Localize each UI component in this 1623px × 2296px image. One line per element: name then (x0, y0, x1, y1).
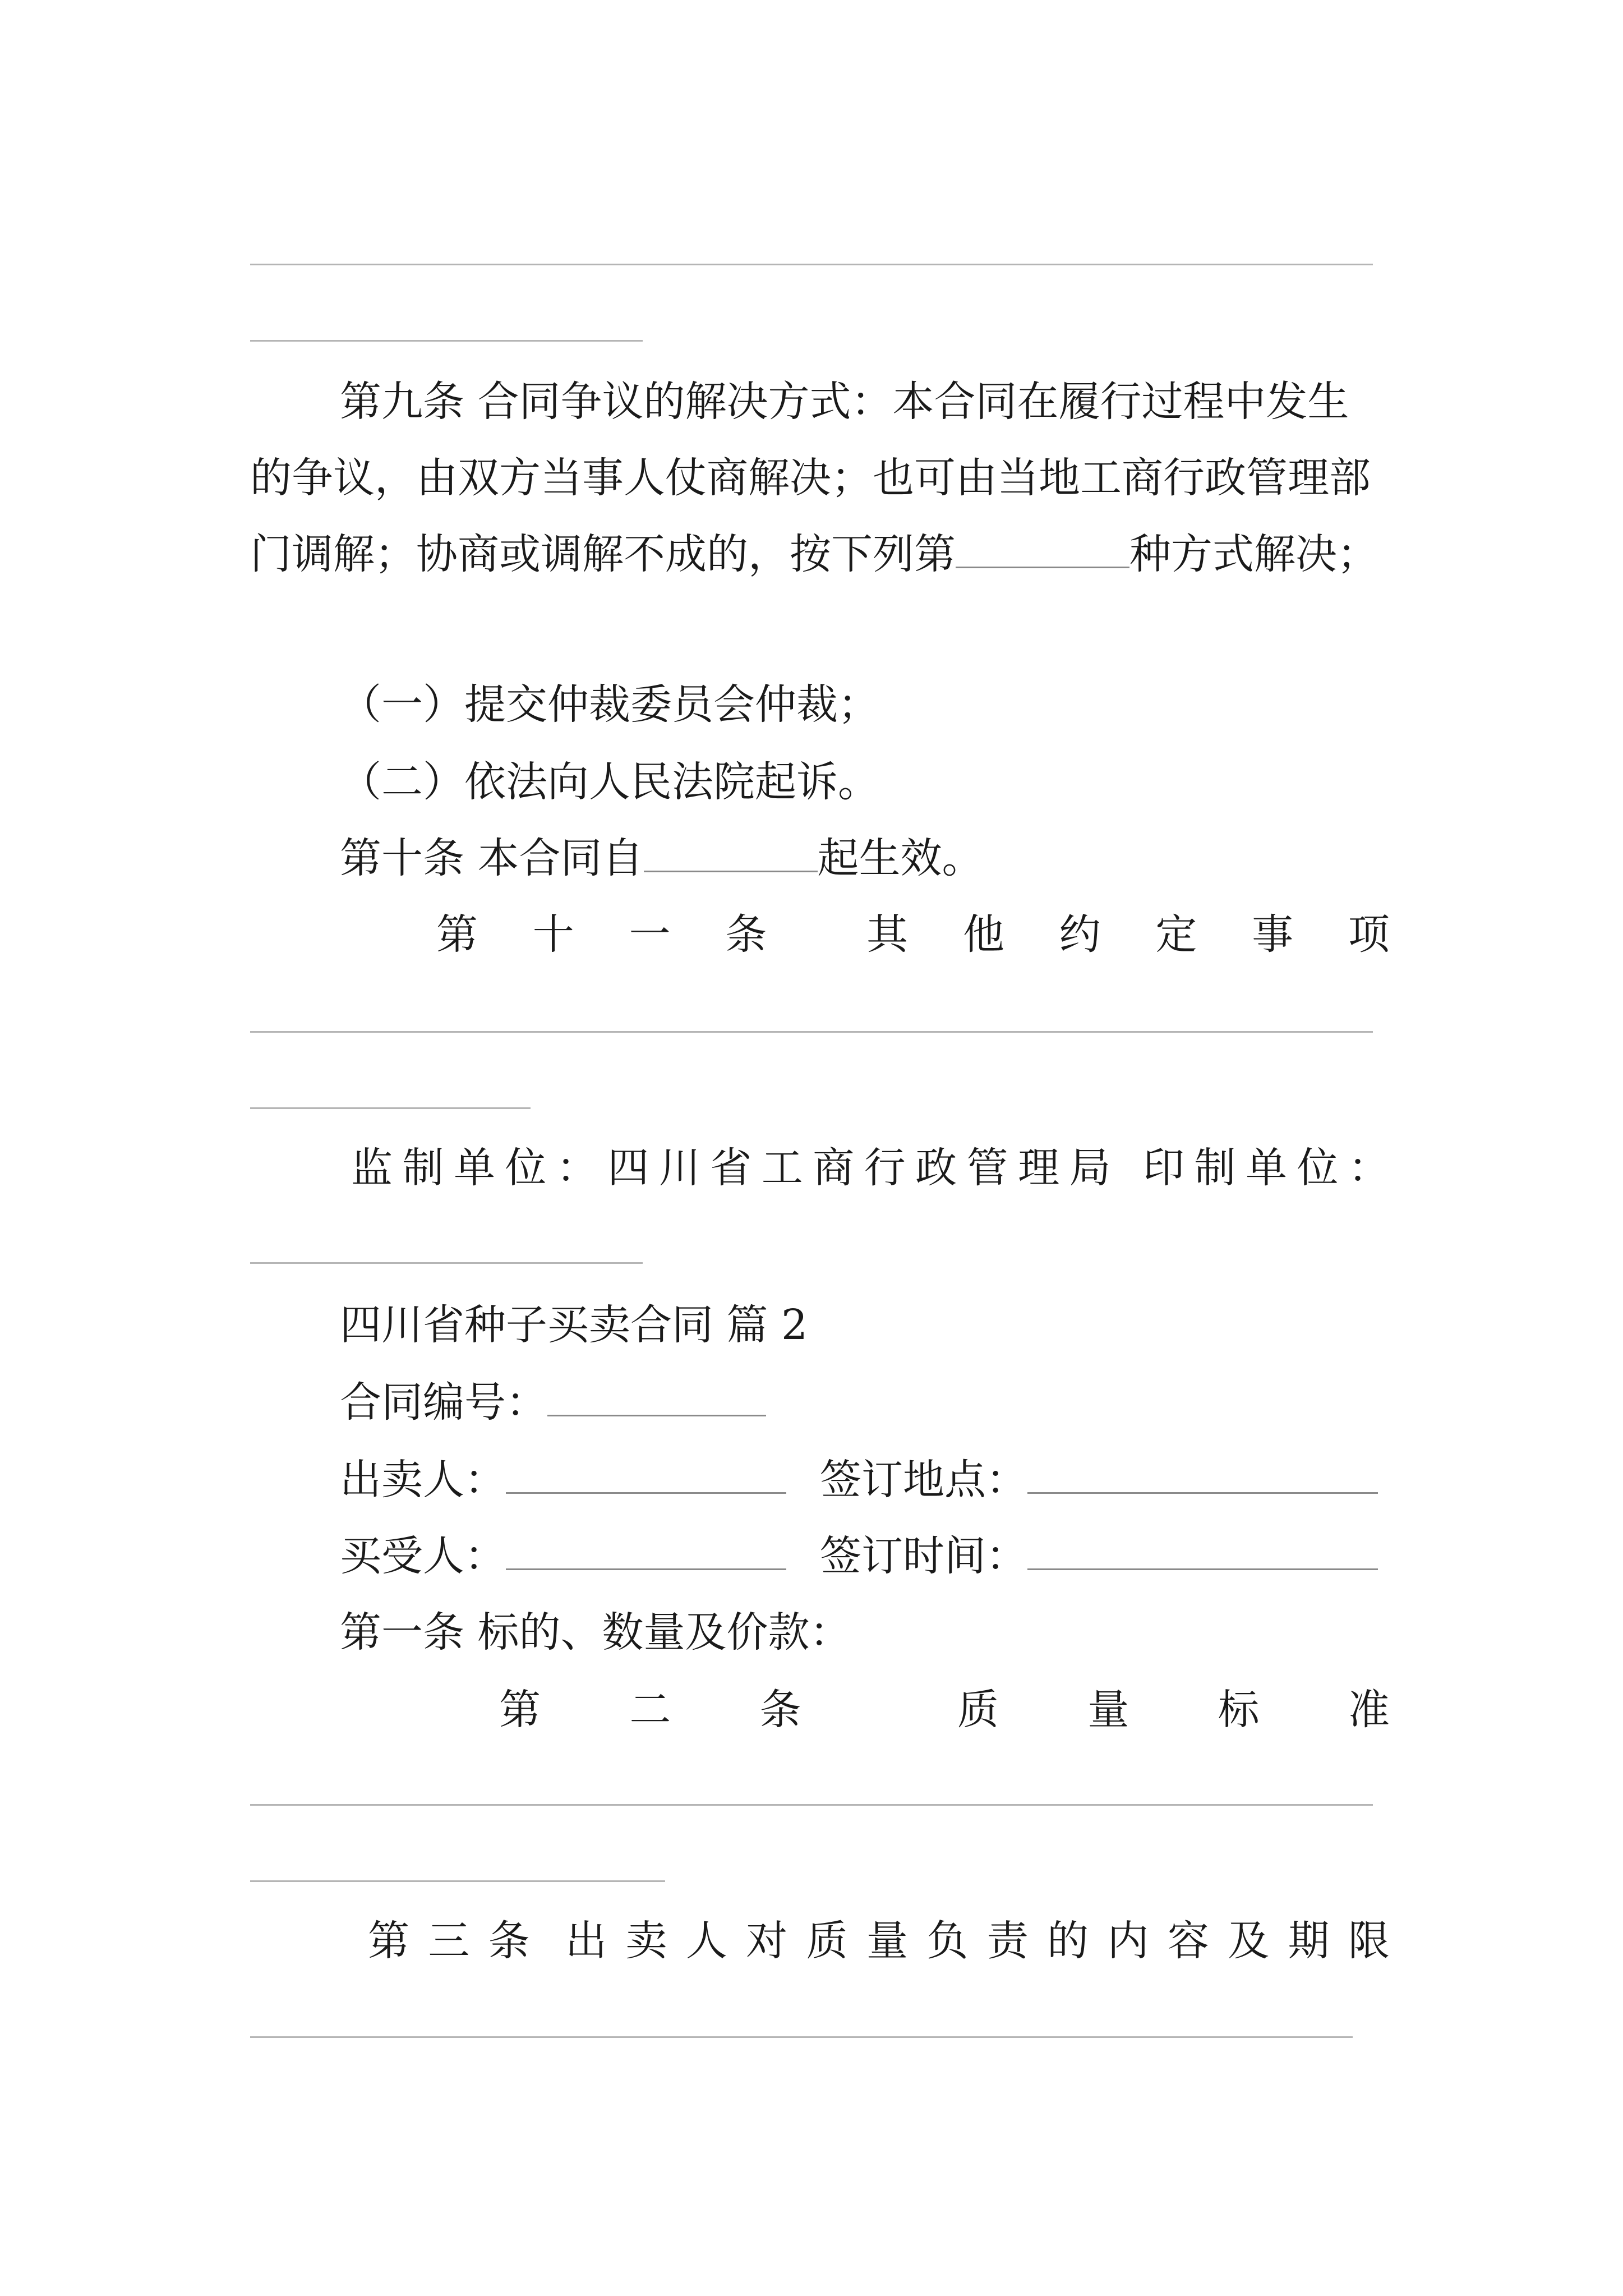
article-2-char: 二 (629, 1686, 671, 1734)
article-2-char: 条 (759, 1686, 801, 1734)
article-11-char: 他 (962, 910, 1004, 959)
article-9-body: 合同争议的解决方式：本合同在履行过程中发生的争议，由双方当事人仗商解决；也可由当地工商行政管理部门调解；协商或调解不成的，按下列第 (250, 378, 1371, 578)
contract-2-article-3 (368, 1913, 1390, 1969)
supervision-char: 工 (761, 1144, 803, 1192)
supervision-char: 理 (1018, 1144, 1060, 1192)
fill-in-rule (250, 1262, 643, 1264)
article-11-char: 定 (1155, 910, 1197, 959)
buyer-row (340, 1528, 786, 1584)
supervision-char: 政 (915, 1144, 957, 1192)
supervision-char: 局 (1069, 1144, 1111, 1192)
article-10-text: 第十条 本合同自 (340, 834, 644, 882)
article-2-char: 标 (1218, 1686, 1260, 1734)
article-3-char: 期 (1288, 1917, 1330, 1965)
option-arbitration: （一）提交仲裁委员会仲裁； (340, 680, 879, 729)
fill-in-rule (250, 1031, 1373, 1033)
contract-2-article-2 (499, 1682, 1390, 1738)
article-11-char: 其 (866, 910, 909, 959)
supervision-line (351, 1140, 1390, 1196)
article-2-char: 量 (1087, 1686, 1129, 1734)
supervision-char: 四 (607, 1144, 649, 1192)
article-3-char: 三 (428, 1917, 470, 1965)
seller-field[interactable] (506, 1453, 786, 1494)
article-9-title: 第九条 (340, 378, 464, 426)
supervision-char: 省 (710, 1144, 752, 1192)
article-3-char: 卖 (625, 1917, 667, 1965)
article-3-char: 内 (1107, 1917, 1149, 1965)
supervision-char: 印 (1143, 1144, 1185, 1192)
article-11-char: 约 (1059, 910, 1101, 959)
supervision-char: 位 (505, 1144, 547, 1192)
contract-number-label: 合同编号： (340, 1378, 547, 1427)
article-3-char: 量 (866, 1917, 908, 1965)
fill-in-rule (250, 2036, 1353, 2038)
article-3-char: 容 (1167, 1917, 1209, 1965)
article-11-char: 事 (1252, 910, 1294, 959)
contract-number-row (340, 1374, 766, 1430)
article-2-char: 质 (957, 1686, 999, 1734)
option-court: （二）依法向人民法院起诉。 (340, 758, 879, 806)
supervision-char: ： (556, 1144, 598, 1192)
sign-time-row (820, 1528, 1378, 1584)
article-9-paragraph (250, 364, 1390, 592)
supervision-char: ： (1348, 1144, 1390, 1192)
fill-in-rule (250, 1804, 1373, 1806)
article-11-char: 项 (1348, 910, 1390, 959)
contract-2-title: 四川省种子买卖合同 篇 2 (340, 1301, 808, 1349)
article-3-char: 人 (685, 1917, 727, 1965)
sign-time-field[interactable] (1027, 1529, 1378, 1570)
fill-in-rule (250, 340, 643, 342)
article-11-heading (436, 907, 1390, 963)
article-11-char: 第 (436, 910, 478, 959)
article-3-char: 负 (926, 1917, 969, 1965)
supervision-char: 行 (864, 1144, 906, 1192)
fill-in-rule (250, 1880, 665, 1882)
supervision-char: 单 (453, 1144, 495, 1192)
article-3-char: 限 (1348, 1917, 1390, 1965)
article-2-char: 第 (499, 1686, 541, 1734)
article-10-tail: 起生效。 (817, 834, 984, 882)
article-9-tail: 种方式解决； (1129, 530, 1378, 578)
supervision-char: 制 (1194, 1144, 1236, 1192)
article-10 (340, 830, 984, 886)
contract-number-field[interactable] (547, 1375, 766, 1416)
supervision-char: 监 (351, 1144, 393, 1192)
article-3-char: 条 (488, 1917, 530, 1965)
supervision-char: 川 (658, 1144, 700, 1192)
fill-in-rule (250, 1107, 531, 1109)
fill-in-rule (250, 264, 1373, 265)
sign-place-row (820, 1452, 1378, 1508)
sign-place-label: 签订地点： (820, 1456, 1027, 1504)
article-11-char: 一 (629, 910, 671, 959)
supervision-char: 单 (1245, 1144, 1287, 1192)
article-3-char: 的 (1047, 1917, 1089, 1965)
seller-label: 出卖人： (340, 1456, 506, 1504)
contract-2-article-1: 第一条 标的、数量及价款： (340, 1608, 851, 1657)
article-3-char: 质 (806, 1917, 848, 1965)
article-3-char: 责 (986, 1917, 1029, 1965)
supervision-char: 位 (1297, 1144, 1339, 1192)
article-3-char: 对 (746, 1917, 788, 1965)
article-3-char: 及 (1228, 1917, 1270, 1965)
article-3-char: 出 (565, 1917, 607, 1965)
buyer-label: 买受人： (340, 1532, 506, 1580)
article-11-char: 十 (532, 910, 574, 959)
supervision-char: 管 (966, 1144, 1008, 1192)
buyer-field[interactable] (506, 1529, 786, 1570)
effective-date-blank[interactable] (644, 831, 818, 872)
article-2-char: 准 (1348, 1686, 1390, 1734)
supervision-char: 商 (813, 1144, 855, 1192)
choice-blank[interactable] (956, 527, 1129, 568)
sign-time-label: 签订时间： (820, 1532, 1027, 1580)
sign-place-field[interactable] (1027, 1453, 1378, 1494)
supervision-char: 制 (402, 1144, 444, 1192)
article-11-char: 条 (725, 910, 767, 959)
article-3-char: 第 (368, 1917, 409, 1965)
seller-row (340, 1452, 786, 1508)
